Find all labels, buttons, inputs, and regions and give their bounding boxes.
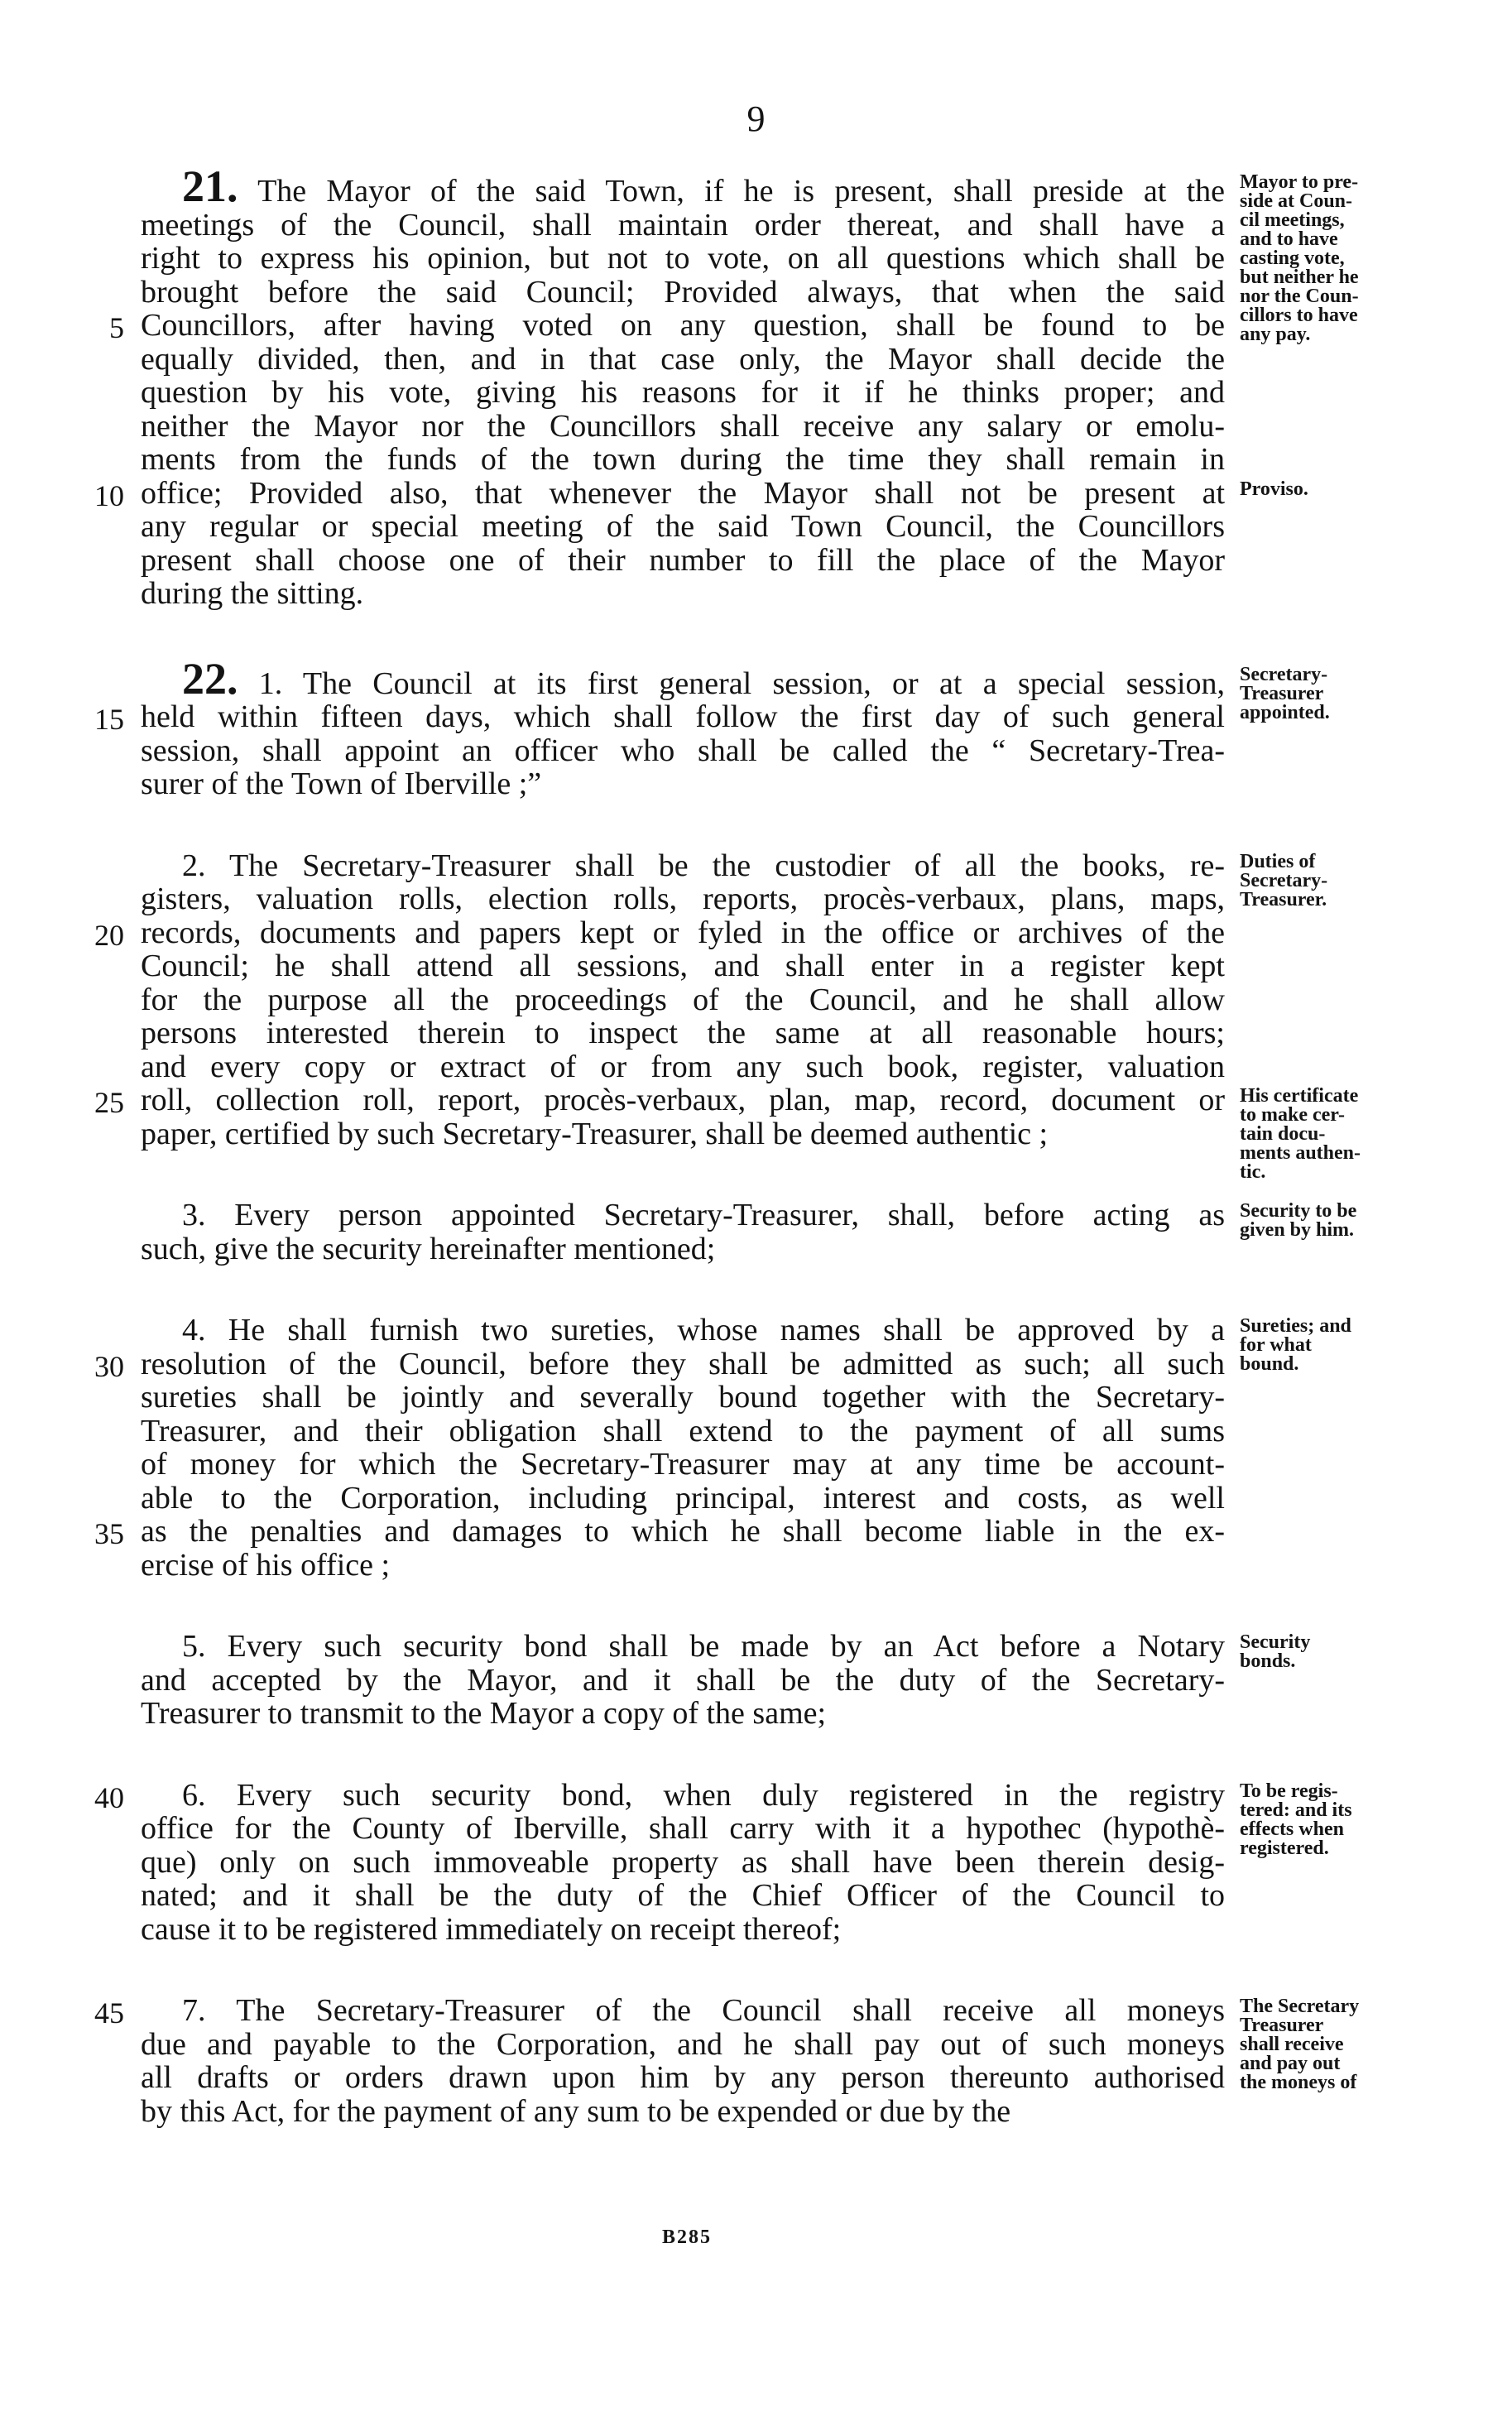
text-line: right to express his opinion, but not to vote, on all questions which shall be [141,241,1225,276]
text-line: neither the Mayor nor the Councillors shall receive any salary or emolu- [141,408,1225,444]
text-line: as the penalties and damages to which he shall become liable in the ex- [141,1514,1225,1549]
marginal-note: The Secretary Treasurer shall receive and pay out the moneys of [1240,1996,1360,2093]
text-line: of money for which the Secretary-Treasurer may at any time be account- [141,1447,1225,1482]
line-number: 35 [94,1517,124,1550]
text-line: Treasurer to transmit to the Mayor a copy of the same; [141,1696,827,1731]
marginal-note: Sureties; and for what bound. [1240,1315,1351,1375]
marginal-note: His certificate to make cer- tain docu- ments authen- tic. [1240,1085,1361,1183]
text-line: any regular or special meeting of the said Town Council, the Councillors [141,509,1225,544]
line-number: 10 [94,478,124,512]
text-line: due and payable to the Corporation, and he shall pay out of such moneys [141,2026,1225,2062]
text-line: surer of the Town of Iberville ;” [141,766,542,801]
text-line: 3. Every person appointed Secretary-Treasurer, shall, before acting as [182,1198,1225,1232]
marginal-note: Duties of Secretary- Treasurer. [1240,850,1328,910]
marginal-note: Mayor to pre- side at Coun- cil meetings, and to have casting vote, but neither he nor the Coun- cillors to have any pay. [1240,171,1359,345]
text-line: 2. The Secretary-Treasurer shall be the custodier of all the books, re- [182,848,1225,883]
text-line: 22. 1. The Council at its first general session, or at a special session, [182,653,1225,704]
body-text [141,161,1225,2176]
line-number: 5 [109,311,124,344]
text-line: 21. The Mayor of the said Town, if he is present, shall preside at the [182,161,1225,211]
section-7 [141,1994,1225,2128]
line-number: 25 [94,1086,124,1119]
marginal-note: To be regis- tered: and its effects when registered. [1240,1780,1352,1859]
section-0 [141,161,1225,611]
text-line: able to the Corporation, including principal, interest and costs, as well [141,1480,1225,1516]
line-number: 15 [94,703,124,736]
text-line: sureties shall be jointly and severally bound together with the Secretary- [141,1380,1225,1415]
text-line: and accepted by the Mayor, and it shall be the duty of the Secretary- [141,1662,1225,1698]
text-line: brought before the said Council; Provided always, that when the said [141,274,1225,310]
marginal-note: Security bonds. [1240,1631,1311,1672]
line-number: 20 [94,918,124,952]
section-6 [141,1779,1225,1947]
section-4 [141,1314,1225,1582]
line-number: 30 [94,1349,124,1383]
text-line: gisters, valuation rolls, election rolls, reports, procès-verbaux, plans, maps, [141,882,1225,916]
section-number: 22. [182,653,238,704]
section-2 [141,849,1225,1151]
text-line: ments from the funds of the town during the time they shall remain in [141,442,1225,477]
text-line: office; Provided also, that whenever the Mayor shall not be present at [141,475,1225,511]
marginal-note: Proviso. [1240,478,1308,500]
text-line: roll, collection roll, report, procès-verbaux, plan, map, record, document or [141,1083,1225,1117]
signature-mark: B285 [662,2227,713,2248]
section-5 [141,1630,1225,1731]
text-line: que) only on such immoveable property as shall have been therein desig- [141,1844,1225,1880]
page-number: 9 [746,98,766,139]
text-line: held within fifteen days, which shall follow the first day of such general [141,699,1225,734]
text-line: Councillors, after having voted on any question, shall be found to be [141,308,1225,343]
text-line: for the purpose all the proceedings of the Council, and he shall allow [141,982,1225,1017]
line-number: 45 [94,1996,124,2030]
marginal-note: Security to be given by him. [1240,1200,1357,1241]
text-line: session, shall appoint an officer who shall be called the “ Secretary-Trea- [141,733,1225,768]
marginal-note: Secretary- Treasurer appointed. [1240,663,1330,723]
text-line: 6. Every such security bond, when duly registered in the registry [182,1777,1225,1813]
text-line: such, give the security hereinafter mentioned; [141,1231,716,1266]
text-line: 4. He shall furnish two sureties, whose names shall be approved by a [182,1313,1225,1348]
text-line: 5. Every such security bond shall be made by an Act before a Notary [182,1629,1225,1664]
text-line: during the sitting. [141,576,364,611]
text-line: ercise of his office ; [141,1547,391,1583]
text-line: paper, certified by such Secretary-Treasurer, shall be deemed authentic ; [141,1116,1049,1151]
line-number: 40 [94,1780,124,1814]
text-line: equally divided, then, and in that case only, the Mayor shall decide the [141,341,1225,377]
text-line: records, documents and papers kept or fyled in the office or archives of the [141,915,1225,950]
text-line: present shall choose one of their number to fill the place of the Mayor [141,542,1225,578]
text-line: by this Act, for the payment of any sum to be expended or due by the [141,2093,1011,2129]
text-line: question by his vote, giving his reasons for it if he thinks proper; and [141,375,1225,410]
text-line: and every copy or extract of or from any such book, register, valuation [141,1049,1225,1084]
text-line: 7. The Secretary-Treasurer of the Council shall receive all moneys [182,1993,1225,2028]
text-line: Council; he shall attend all sessions, and shall enter in a register kept [141,949,1225,983]
text-line: office for the County of Iberville, shall carry with it a hypothec (hypothè- [141,1811,1225,1846]
text-line: cause it to be registered immediately on receipt thereof; [141,1911,842,1947]
text-line: resolution of the Council, before they shall be admitted as such; all such [141,1346,1225,1381]
section-3 [141,1199,1225,1266]
section-1 [141,653,1225,801]
text-line: persons interested therein to inspect the same at all reasonable hours; [141,1016,1225,1050]
section-number: 21. [182,161,238,211]
text-line: meetings of the Council, shall maintain order thereat, and shall have a [141,207,1225,243]
text-line: nated; and it shall be the duty of the Chief Officer of the Council to [141,1878,1225,1913]
text-line: all drafts or orders drawn upon him by any person thereunto authorised [141,2060,1225,2095]
text-line: Treasurer, and their obligation shall extend to the payment of all sums [141,1413,1225,1448]
